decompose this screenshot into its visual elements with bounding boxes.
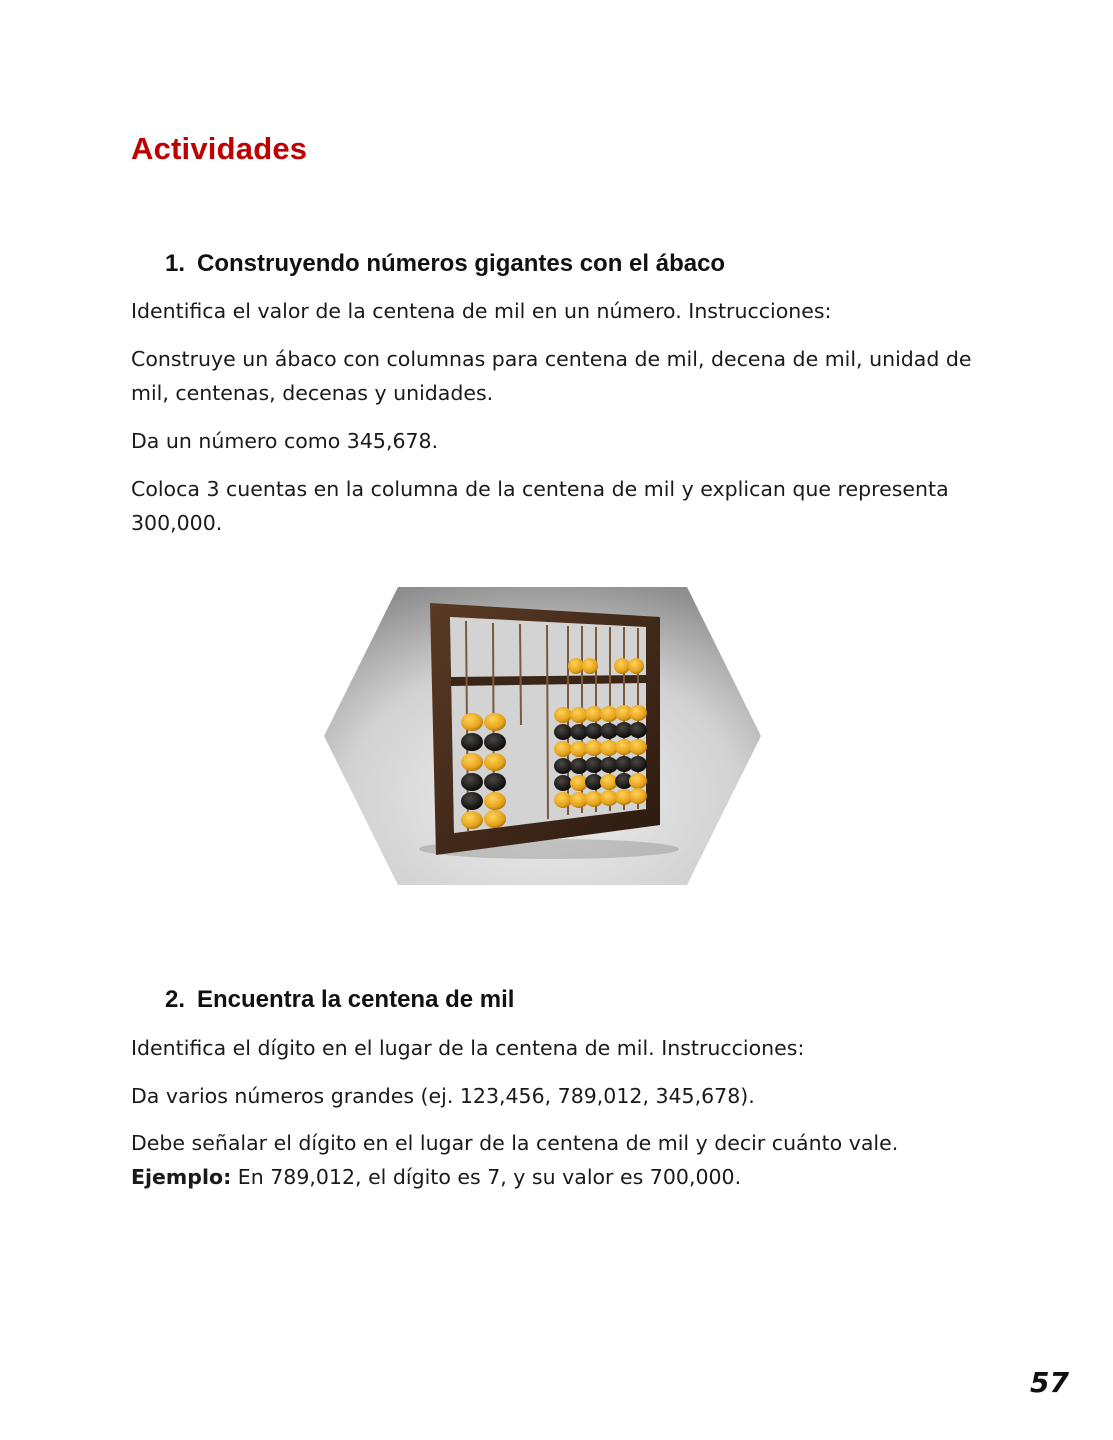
abacus-photo bbox=[324, 587, 761, 885]
page-number: 57 bbox=[1030, 1366, 1069, 1399]
section-1-paragraph-3: Da un número como 345,678. bbox=[131, 429, 439, 453]
section-2-heading bbox=[165, 986, 514, 1014]
section-2-paragraph-3-text: Debe señalar el dígito en el lugar de la centena de mil y decir cuánto vale. bbox=[131, 1131, 899, 1155]
example-label: Ejemplo: bbox=[131, 1165, 232, 1189]
section-1-heading-text: Construyendo números gigantes con el ábaco bbox=[197, 250, 726, 277]
section-1-heading bbox=[165, 250, 725, 278]
section-2-heading-text: Encuentra la centena de mil bbox=[197, 986, 515, 1013]
section-2-paragraph-2: Da varios números grandes (ej. 123,456, 789,012, 345,678). bbox=[131, 1084, 755, 1108]
section-1-paragraph-1: Identifica el valor de la centena de mil en un número. Instrucciones: bbox=[131, 299, 832, 323]
section-1-paragraph-2: Construye un ábaco con columnas para centena de mil, decena de mil, unidad de mil, centenas, decenas y unidades. bbox=[131, 347, 972, 405]
section-1-number: 1. bbox=[165, 250, 186, 277]
section-2-paragraph-1: Identifica el dígito en el lugar de la centena de mil. Instrucciones: bbox=[131, 1036, 805, 1060]
section-1-paragraph-4: Coloca 3 cuentas en la columna de la centena de mil y explican que representa 300,000. bbox=[131, 477, 949, 535]
section-2-paragraph-3 bbox=[131, 1126, 981, 1194]
example-text: En 789,012, el dígito es 7, y su valor es 700,000. bbox=[231, 1165, 742, 1189]
section-2-number: 2. bbox=[165, 986, 186, 1013]
page-title: Actividades bbox=[131, 131, 308, 166]
abacus-illustration bbox=[324, 587, 761, 885]
